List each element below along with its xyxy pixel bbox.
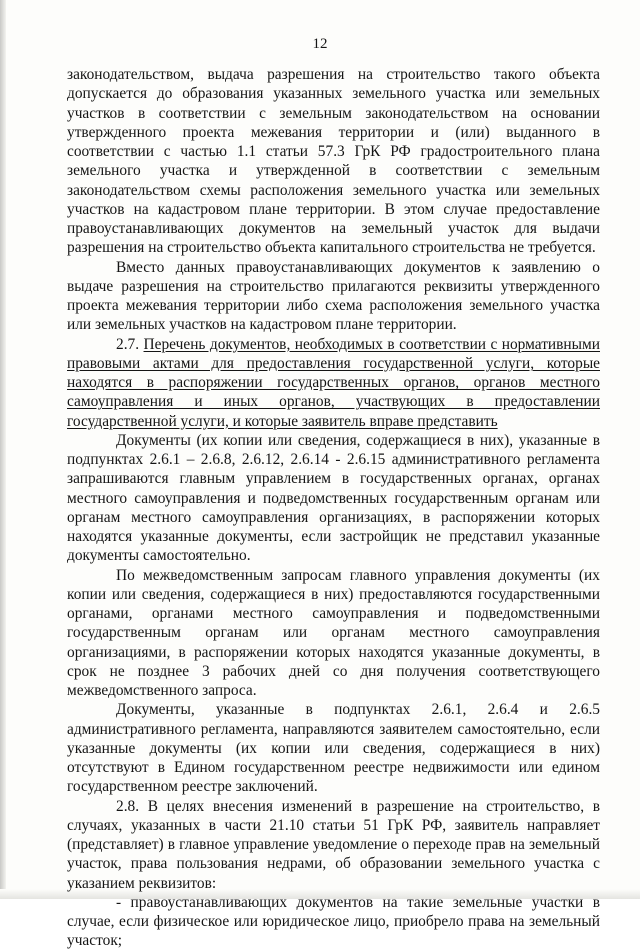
section-2-7-paragraph-interagency-requests: По межведомственным запросам главного управления документы (их копии или сведения, содержащиеся в них) предоставляются государственными органами, органами местного самоуправления и подведомственными государственным органам или органам местного самоуправления организациями, в распоряжении которых находятся указанные документы, в срок не позднее 3 рабочих дней со дня получения соответствующего межведомственного запроса. — [67, 566, 600, 699]
section-2-7-paragraph-requested-docs: Документы (их копии или сведения, содержащиеся в них), указанные в подпунктах 2.6.1 – 2.6.8, 2.6.12, 2.6.14 - 2.6.15 административного регламента запрашиваются главным управлением в государственных органах, органах местного самоуправления и подведомственных государственным органам или органам местного самоуправления организациях, в распоряжении которых находятся указанные документы, если застройщик не представил указанные документы самостоятельно. — [67, 431, 600, 565]
paragraph-continued: законодательством, выдача разрешения на строительство такого объекта допускается до образования указанных земельного участка или земельных участков в соответствии с земельным законодательством на основании утвержденного проекта межевания территории и (или) выданного в соответствии с частью 1.1 статьи 57.3 ГрК РФ градостроительного плана земельного участка и утвержденной в соответствии с земельным законодательством схемы расположения земельного участка или земельных участков на кадастровом плане территории. В этом случае предоставление правоустанавливающих документов на земельный участок для выдачи разрешения на строительство объекта капитального строительства не требуется. — [67, 66, 600, 257]
page-body — [67, 65, 600, 951]
page-left-edge-shadow — [0, 0, 6, 899]
page-number: 12 — [312, 36, 328, 52]
section-2-8-paragraph: 2.8. В целях внесения изменений в разрешение на строительство, в случаях, указанных в части 21.10 статьи 51 ГрК РФ, заявитель направляет (представляет) в главное управление уведомление о переходе прав на земельный участок, права пользования недрами, об образовании земельного участка с указанием реквизитов: — [67, 797, 600, 892]
section-2-7-heading — [67, 335, 600, 431]
section-2-8-list-item: - правоустанавливающих документов на такие земельные участки в случае, если физическое или юридическое лицо, приобрело права на земельный участок; — [67, 893, 600, 950]
section-2-7-title: Перечень документов, необходимых в соответствии с нормативными правовыми актами для предоставления государственной услуги, которые находятся в распоряжении государственных органов, органов местного самоуправления и иных органов, участвующих в предоставлении государственной услуги, и которые заявитель вправе представить — [67, 335, 600, 430]
section-2-7-number: 2.7. — [116, 335, 140, 353]
section-2-7-paragraph-applicant-docs: Документы, указанные в подпунктах 2.6.1, 2.6.4 и 2.6.5 административного регламента, направляются заявителем самостоятельно, если указанные документы (их копии или сведения, содержащиеся в них) отсутствуют в Едином государственном реестре недвижимости или едином государственном реестре заключений. — [67, 701, 600, 796]
paragraph-instead-of-documents: Вместо данных правоустанавливающих документов к заявлению о выдаче разрешения на строительство прилагаются реквизиты утвержденного проекта межевания территории либо схема расположения земельного участка или земельных участков на кадастровом плане территории. — [67, 258, 600, 334]
